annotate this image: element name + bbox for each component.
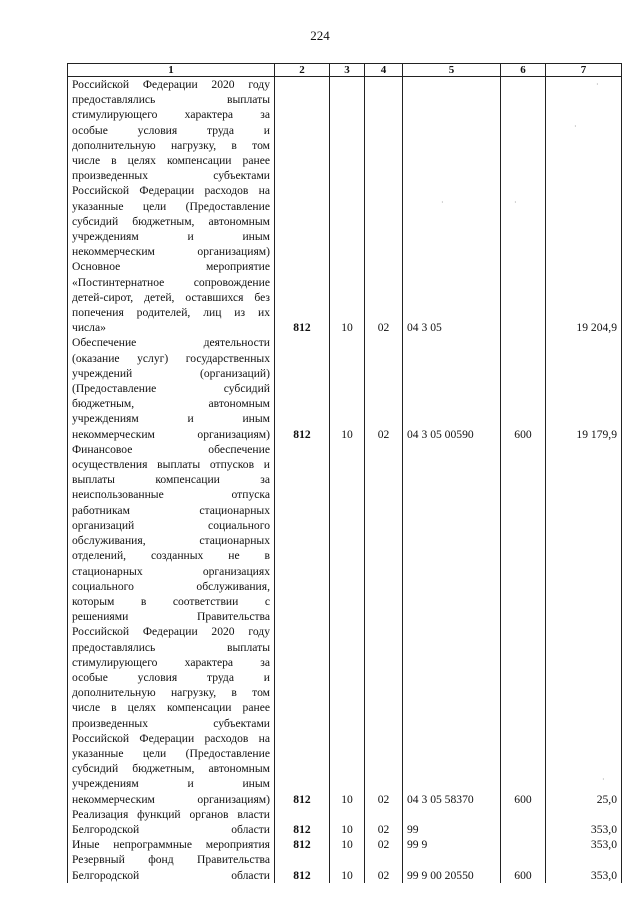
description-line: особые условия труда и [72,670,270,684]
description-line: Обеспечение деятельности [72,336,270,350]
row-expense-type [501,77,546,260]
row-department-code [275,77,330,260]
description-line: бюджетным, автономным [72,397,270,411]
description-line: дополнительную нагрузку, в том [72,138,270,152]
description-line: некоммерческим организациям) [72,427,270,441]
row-department-code: 812 [275,837,330,852]
row-description [68,837,275,852]
column-header-5: 5 [403,64,501,77]
table-row [68,442,622,807]
row-amount: 353,0 [546,807,622,837]
description-line: указанные цели (Предоставление [72,199,270,213]
column-header-7: 7 [546,64,622,77]
scan-speck: · [574,122,577,131]
row-section-code: 10 [330,837,365,852]
scan-speck: · [514,198,517,207]
description-line: учреждениям и иным [72,412,270,426]
description-line: числе в целях компенсации ранее [72,701,270,715]
row-target-article: 99 9 [403,837,501,852]
description-line: отделений, созданных не в [72,549,270,563]
row-section-code: 10 [330,852,365,882]
row-expense-type [501,837,546,852]
description-line: стационарных организациях [72,564,270,578]
description-line: некоммерческим организациям) [72,792,270,806]
description-line: детей-сирот, детей, оставшихся без [72,290,270,304]
row-subsection-code: 02 [365,442,403,807]
row-description [68,852,275,882]
row-target-article: 04 3 05 00590 [403,335,501,441]
column-header-1: 1 [68,64,275,77]
description-line: Белгородской области [72,822,270,836]
description-line: работникам стационарных [72,503,270,517]
row-expense-type: 600 [501,442,546,807]
row-target-article [403,77,501,260]
description-line: организаций социального [72,518,270,532]
row-expense-type: 600 [501,852,546,882]
column-header-6: 6 [501,64,546,77]
row-description [68,259,275,335]
row-section-code [330,77,365,260]
table-row [68,77,622,260]
table-row [68,852,622,882]
row-expense-type [501,807,546,837]
description-line: произведенных субъектами [72,169,270,183]
header-row [68,64,622,77]
description-line: числа» [72,321,106,335]
page-number: 224 [310,28,330,43]
description-line: предоставлялись выплаты [72,640,270,654]
description-line: субсидий бюджетным, автономным [72,762,270,776]
row-amount: 19 204,9 [546,259,622,335]
scan-speck: · [441,198,444,207]
table-row [68,837,622,852]
row-expense-type: 600 [501,335,546,441]
description-line: Белгородской области [72,868,270,882]
description-line: неиспользованные отпуска [72,488,270,502]
description-line: Российской Федерации 2020 году [72,78,270,91]
description-line: субсидий бюджетным, автономным [72,214,270,228]
row-subsection-code [365,77,403,260]
row-section-code: 10 [330,442,365,807]
table-row [68,335,622,441]
row-amount: 19 179,9 [546,335,622,441]
scan-speck: · [596,80,599,89]
row-subsection-code: 02 [365,837,403,852]
row-section-code: 10 [330,335,365,441]
row-description [68,335,275,441]
description-line: некоммерческим организациям) [72,245,270,259]
row-amount [546,77,622,260]
description-line: указанные цели (Предоставление [72,746,270,760]
table-body [68,77,622,883]
description-line: особые условия труда и [72,123,270,137]
description-line: учреждений (организаций) [72,366,270,380]
description-line: произведенных субъектами [72,716,270,730]
column-header-3: 3 [330,64,365,77]
row-subsection-code: 02 [365,807,403,837]
description-line: социального обслуживания, [72,579,270,593]
row-amount: 353,0 [546,852,622,882]
row-description [68,807,275,837]
description-line: учреждениям и иным [72,230,270,244]
description-line: Основное мероприятие [72,260,270,274]
row-department-code: 812 [275,259,330,335]
description-line: решениями Правительства [72,610,270,624]
row-expense-type [501,259,546,335]
row-target-article: 04 3 05 [403,259,501,335]
description-line: выплаты компенсации за [72,473,270,487]
description-line: (оказание услуг) государственных [72,351,270,365]
description-line: стимулирующего характера за [72,655,270,669]
row-department-code: 812 [275,807,330,837]
row-amount: 353,0 [546,837,622,852]
description-line: Финансовое обеспечение [72,442,270,456]
row-subsection-code: 02 [365,852,403,882]
budget-table [67,63,622,883]
description-line: числе в целях компенсации ранее [72,154,270,168]
column-header-2: 2 [275,64,330,77]
description-line: Российской Федерации расходов на [72,731,270,745]
row-department-code: 812 [275,852,330,882]
description-line: Иные непрограммные мероприятия [72,838,270,852]
table-row [68,259,622,335]
scan-speck: · [602,775,605,784]
row-section-code: 10 [330,807,365,837]
description-line: предоставлялись выплаты [72,93,270,107]
description-line: которым в соответствии с [72,594,270,608]
row-department-code: 812 [275,442,330,807]
description-line: (Предоставление субсидий [72,382,270,396]
row-section-code: 10 [330,259,365,335]
row-amount: 25,0 [546,442,622,807]
description-line: учреждениям и иным [72,777,270,791]
description-line: стимулирующего характера за [72,108,270,122]
row-description [68,442,275,807]
column-header-4: 4 [365,64,403,77]
table-row [68,807,622,837]
row-subsection-code: 02 [365,335,403,441]
row-target-article: 04 3 05 58370 [403,442,501,807]
description-line: попечения родителей, лиц из их [72,306,270,320]
description-line: Реализация функций органов власти [72,807,270,821]
description-line: «Постинтернатное сопровождение [72,275,270,289]
description-line: дополнительную нагрузку, в том [72,686,270,700]
row-subsection-code: 02 [365,259,403,335]
description-line: обслуживания, стационарных [72,534,270,548]
row-description [68,77,275,260]
description-line: Резервный фонд Правительства [72,853,270,867]
row-target-article: 99 [403,807,501,837]
description-line: Российской Федерации расходов на [72,184,270,198]
description-line: Российской Федерации 2020 году [72,625,270,639]
row-department-code: 812 [275,335,330,441]
row-target-article: 99 9 00 20550 [403,852,501,882]
description-line: осуществления выплаты отпусков и [72,458,270,472]
